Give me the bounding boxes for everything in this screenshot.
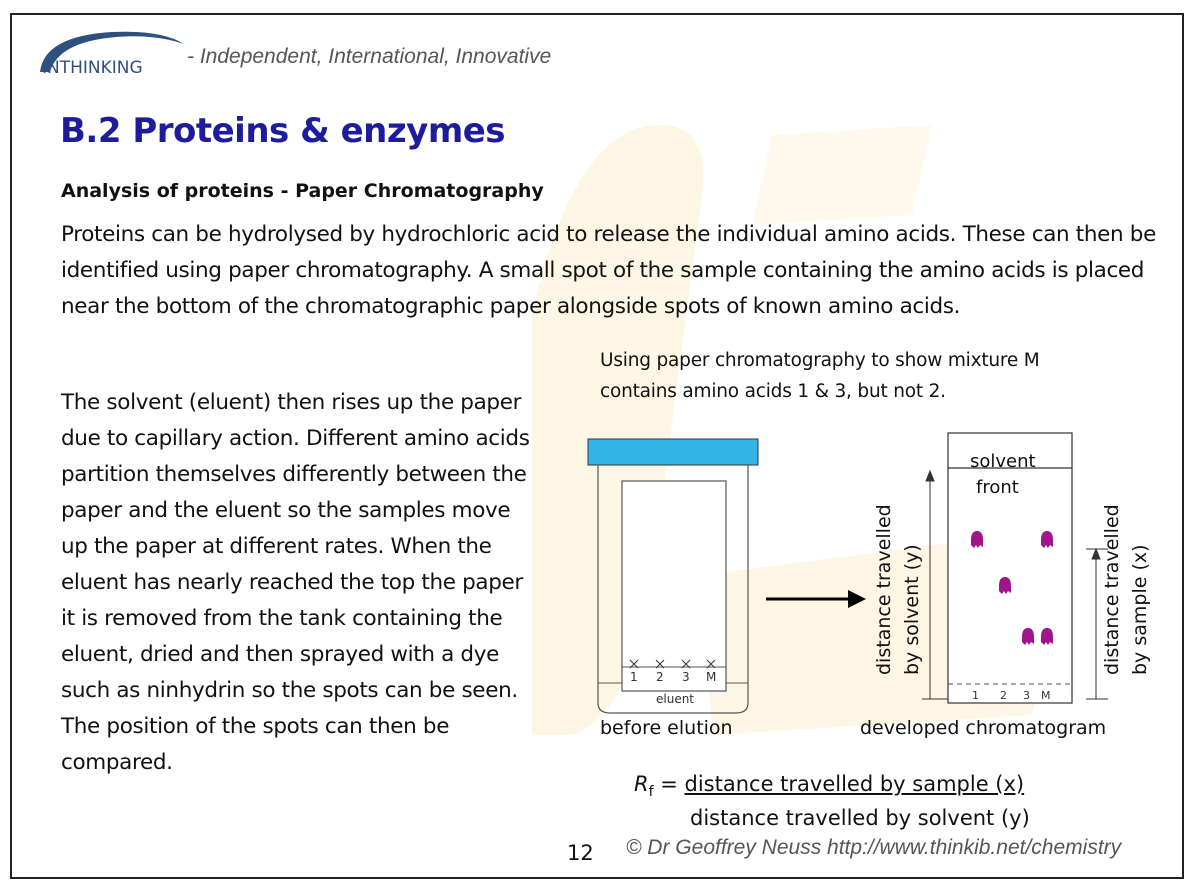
spot-mixture-high bbox=[1041, 531, 1053, 548]
solvent-front-label bbox=[970, 449, 1036, 501]
intro-paragraph: Proteins can be hydrolysed by hydrochloric acid to release the individual amino acids. These can then be identified using paper chromatography. A small spot of the sample containing the amino acids is placed near the bottom of the chromatographic paper alongside spots of known amino acids. bbox=[61, 222, 1156, 319]
logo-text: INTHINKING bbox=[42, 58, 143, 78]
tank-lane-label-3: 3 bbox=[682, 670, 690, 684]
rf-formula bbox=[634, 772, 1024, 800]
spot-lane1 bbox=[971, 531, 983, 548]
page-number: 12 bbox=[567, 841, 594, 865]
tank-lane-label-2: 2 bbox=[656, 670, 664, 684]
spot-mixture-low bbox=[1041, 628, 1053, 645]
developed-chromatogram-caption: developed chromatogram bbox=[860, 717, 1107, 739]
spot-lane3 bbox=[1022, 628, 1034, 645]
before-elution-caption: before elution bbox=[600, 717, 733, 739]
tank-lane-label-1: 1 bbox=[630, 670, 638, 684]
slide-title: B.2 Proteins & enzymes bbox=[60, 111, 506, 151]
rf-denominator: distance travelled by solvent (y) bbox=[690, 806, 1030, 830]
lane-label-m: M bbox=[1041, 689, 1051, 702]
sample-distance-label-line1: distance travelled bbox=[1101, 504, 1123, 675]
spot-lane2 bbox=[999, 577, 1011, 594]
rf-symbol: R bbox=[634, 772, 649, 796]
solvent-distance-label bbox=[870, 475, 926, 675]
tagline: - Independent, International, Innovative bbox=[187, 45, 552, 68]
slide bbox=[10, 13, 1184, 879]
slide-subtitle: Analysis of proteins - Paper Chromatography bbox=[61, 180, 544, 202]
rf-numerator: distance travelled by sample (x) bbox=[684, 772, 1025, 796]
lane-label-2: 2 bbox=[1000, 689, 1007, 702]
sample-distance-label-line2: by sample (x) bbox=[1129, 544, 1151, 675]
solvent-front-label-line1: solvent bbox=[970, 451, 1036, 472]
sample-distance-label bbox=[1098, 475, 1154, 675]
solvent-front-label-line2: front bbox=[976, 477, 1019, 498]
tank-lid bbox=[588, 439, 758, 465]
rf-subscript: f bbox=[648, 784, 654, 801]
lane-label-3: 3 bbox=[1023, 689, 1030, 702]
solvent-distance-label-line2: by solvent (y) bbox=[901, 544, 923, 675]
chromatography-paper bbox=[622, 481, 726, 691]
rf-equals: = bbox=[660, 772, 678, 796]
lane-label-1: 1 bbox=[972, 689, 979, 702]
figure-caption: Using paper chromatography to show mixture M contains amino acids 1 & 3, but not 2. bbox=[600, 350, 1040, 402]
inthinking-logo bbox=[34, 28, 194, 78]
body-paragraph: The solvent (eluent) then rises up the paper due to capillary action. Different amino acids partition themselves differently between the paper and the eluent so the samples move up the paper at different rates. When the eluent has nearly reached the top the paper it is removed from the tank containing the eluent, dried and then sprayed with a dye such as ninhydrin so the spots can be seen. The position of the spots can then be compared. bbox=[61, 390, 530, 775]
chromatography-tank-diagram bbox=[586, 435, 766, 715]
tank-lane-label-m: M bbox=[706, 670, 717, 684]
footer-credit: © Dr Geoffrey Neuss http://www.thinkib.net/chemistry bbox=[626, 836, 1122, 859]
solvent-distance-label-line1: distance travelled bbox=[873, 504, 895, 675]
eluent-label: eluent bbox=[656, 692, 695, 706]
